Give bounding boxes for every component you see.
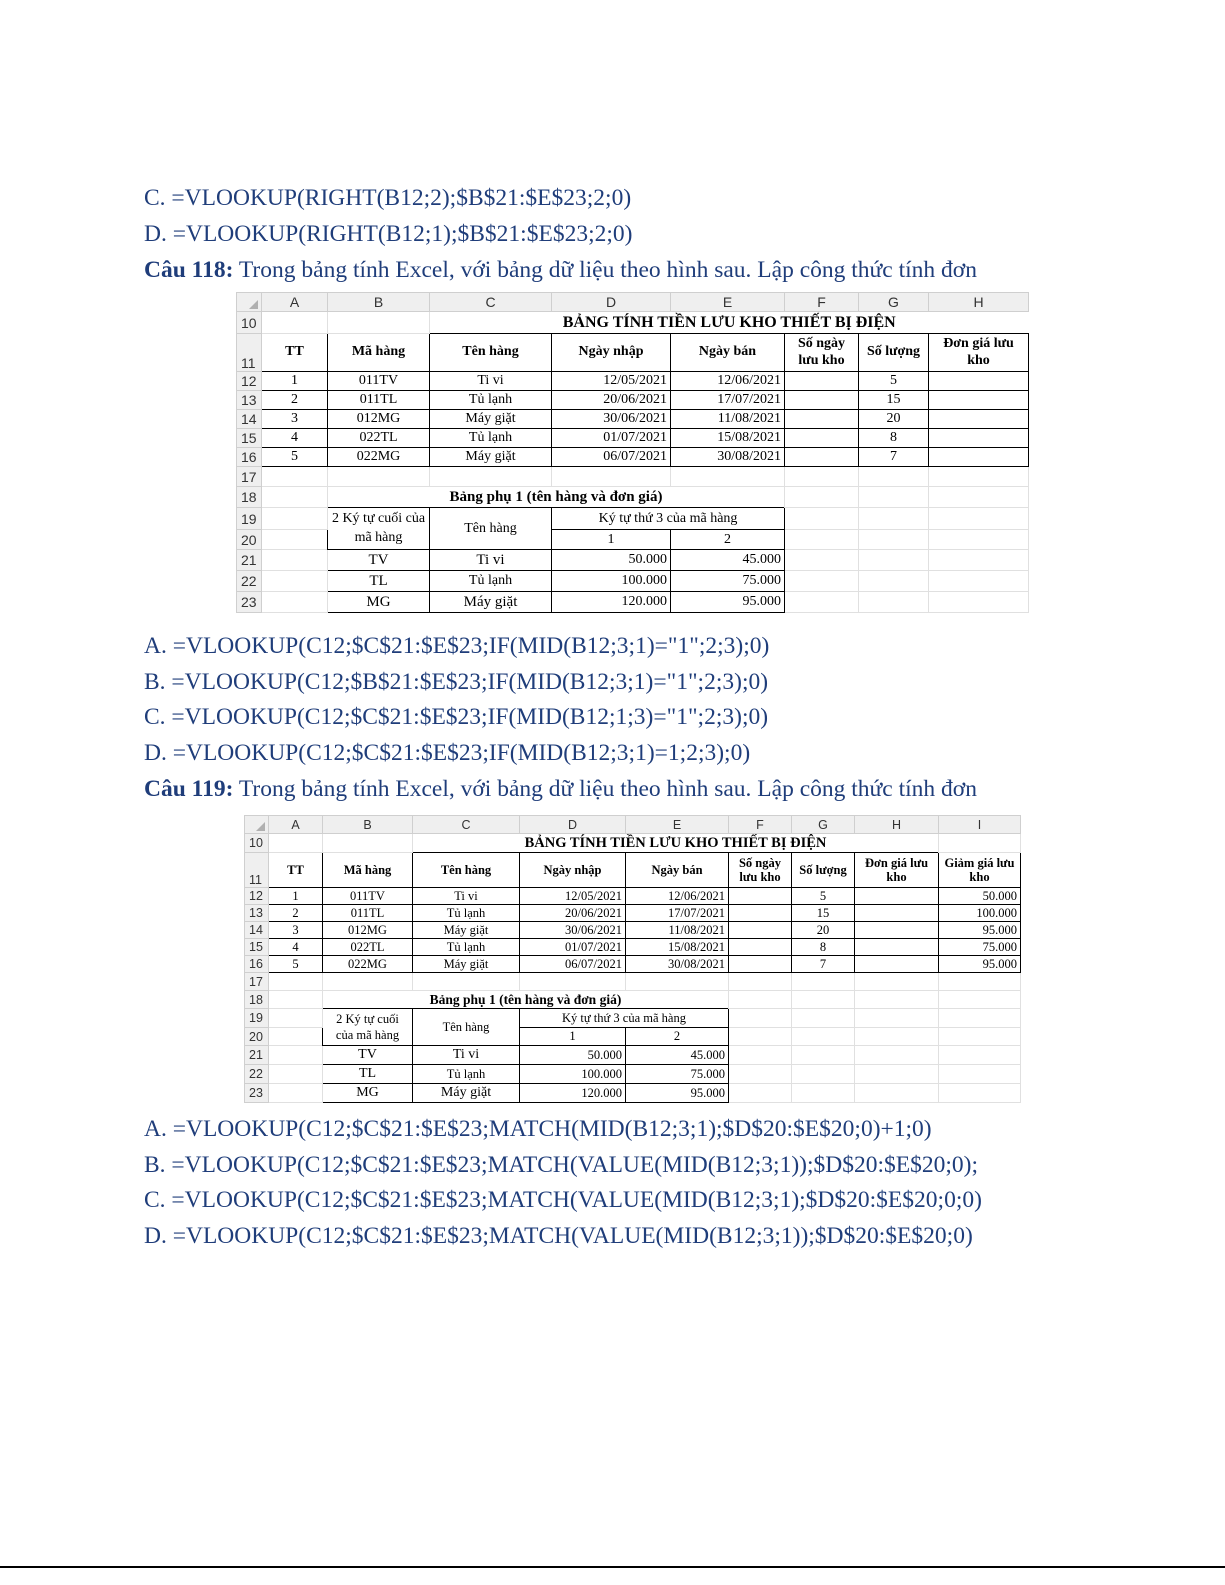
cell-ma[interactable]: 022MG bbox=[328, 448, 430, 467]
row-header[interactable]: 16 bbox=[237, 448, 262, 467]
cell-don-gia[interactable] bbox=[929, 372, 1029, 391]
cell-sl[interactable]: 20 bbox=[859, 410, 929, 429]
select-all-corner[interactable] bbox=[237, 293, 262, 312]
row-header[interactable]: 11 bbox=[237, 334, 262, 372]
aux-p1[interactable]: 50.000 bbox=[552, 550, 671, 571]
row-header[interactable]: 14 bbox=[237, 410, 262, 429]
header-ngay-nhap: Ngày nhập bbox=[552, 334, 671, 372]
row-header[interactable]: 13 bbox=[237, 391, 262, 410]
cell-ten[interactable]: Tủ lạnh bbox=[430, 391, 552, 410]
cell-ten[interactable]: Máy giặt bbox=[430, 410, 552, 429]
cell-ten[interactable]: Ti vi bbox=[413, 888, 520, 905]
row-header[interactable]: 22 bbox=[245, 1065, 269, 1084]
cell-giam-gia[interactable]: 50.000 bbox=[939, 888, 1021, 905]
header-tt: TT bbox=[269, 853, 323, 888]
cell-ban[interactable]: 12/06/2021 bbox=[626, 888, 729, 905]
cell-ban[interactable]: 12/06/2021 bbox=[671, 372, 785, 391]
option-c-prev: C. =VLOOKUP(RIGHT(B12;2);$B$21:$E$23;2;0) bbox=[144, 185, 632, 211]
cell-don-gia[interactable] bbox=[855, 922, 939, 939]
row-header[interactable]: 14 bbox=[245, 922, 269, 939]
aux-p2[interactable]: 95.000 bbox=[671, 592, 785, 613]
cell-sl[interactable]: 8 bbox=[792, 939, 855, 956]
aux-header-code: 2 Ký tự cuối của mã hàng bbox=[328, 508, 430, 550]
aux-header-name: Tên hàng bbox=[413, 1009, 520, 1046]
col-header[interactable]: A bbox=[262, 293, 328, 312]
row-header[interactable]: 19 bbox=[237, 508, 262, 530]
cell-giam-gia[interactable]: 75.000 bbox=[939, 939, 1021, 956]
cell-ban[interactable]: 30/08/2021 bbox=[626, 956, 729, 973]
cell-sl[interactable]: 15 bbox=[792, 905, 855, 922]
cell-ban[interactable]: 17/07/2021 bbox=[671, 391, 785, 410]
cell-don-gia[interactable] bbox=[855, 905, 939, 922]
cell-sl[interactable]: 5 bbox=[792, 888, 855, 905]
cell-ma[interactable]: 012MG bbox=[328, 410, 430, 429]
cell-nhap[interactable]: 06/07/2021 bbox=[552, 448, 671, 467]
aux-header-third-char: Ký tự thứ 3 của mã hàng bbox=[552, 508, 785, 530]
cell-giam-gia[interactable]: 95.000 bbox=[939, 956, 1021, 973]
question-119 bbox=[144, 775, 977, 803]
cell-ban[interactable]: 15/08/2021 bbox=[671, 429, 785, 448]
spreadsheet-q118 bbox=[236, 292, 1029, 613]
col-header[interactable]: D bbox=[520, 816, 626, 834]
cell-ten[interactable]: Tủ lạnh bbox=[430, 429, 552, 448]
cell-tt[interactable]: 2 bbox=[262, 391, 328, 410]
option-d-prev: D. =VLOOKUP(RIGHT(B12;1);$B$21:$E$23;2;0) bbox=[144, 221, 633, 247]
cell-so-ngay[interactable] bbox=[785, 391, 859, 410]
cell-tt[interactable]: 3 bbox=[262, 410, 328, 429]
cell-ma[interactable]: 011TV bbox=[328, 372, 430, 391]
aux-code[interactable]: TL bbox=[328, 571, 430, 592]
aux-p1[interactable]: 120.000 bbox=[552, 592, 671, 613]
cell-sl[interactable]: 7 bbox=[859, 448, 929, 467]
cell-nhap[interactable]: 06/07/2021 bbox=[520, 956, 626, 973]
q119-option-d: D. =VLOOKUP(C12;$C$21:$E$23;MATCH(VALUE(MID(B12;3;1));$D$20:$E$20;0) bbox=[144, 1223, 973, 1249]
cell-ten[interactable]: Tủ lạnh bbox=[413, 905, 520, 922]
cell-so-ngay[interactable] bbox=[785, 448, 859, 467]
cell-ban[interactable]: 15/08/2021 bbox=[626, 939, 729, 956]
cell-so-ngay[interactable] bbox=[785, 410, 859, 429]
q119-option-b: B. =VLOOKUP(C12;$C$21:$E$23;MATCH(VALUE(MID(B12;3;1));$D$20:$E$20;0); bbox=[144, 1152, 978, 1178]
cell-tt[interactable]: 1 bbox=[269, 888, 323, 905]
col-header[interactable]: A bbox=[269, 816, 323, 834]
select-all-corner[interactable] bbox=[245, 816, 269, 834]
cell-tt[interactable]: 4 bbox=[262, 429, 328, 448]
cell-giam-gia[interactable]: 100.000 bbox=[939, 905, 1021, 922]
col-header[interactable]: C bbox=[413, 816, 520, 834]
header-so-ngay: Số ngày lưu kho bbox=[729, 853, 792, 888]
col-header[interactable]: E bbox=[671, 293, 785, 312]
col-header[interactable]: G bbox=[859, 293, 929, 312]
aux-table-title: Bảng phụ 1 (tên hàng và đơn giá) bbox=[449, 488, 663, 505]
aux-p2[interactable]: 75.000 bbox=[626, 1065, 729, 1084]
col-header[interactable]: F bbox=[729, 816, 792, 834]
header-don-gia: Đơn giá lưu kho bbox=[855, 853, 939, 888]
header-ngay-ban: Ngày bán bbox=[671, 334, 785, 372]
cell-ma[interactable]: 022MG bbox=[323, 956, 413, 973]
cell-so-ngay[interactable] bbox=[729, 939, 792, 956]
aux-header-third-char: Ký tự thứ 3 của mã hàng bbox=[520, 1009, 729, 1028]
aux-p2[interactable]: 75.000 bbox=[671, 571, 785, 592]
cell-don-gia[interactable] bbox=[929, 448, 1029, 467]
row-header[interactable]: 21 bbox=[237, 550, 262, 571]
col-header[interactable]: G bbox=[792, 816, 855, 834]
cell-ban[interactable]: 11/08/2021 bbox=[626, 922, 729, 939]
row-header[interactable]: 21 bbox=[245, 1046, 269, 1065]
col-header[interactable]: H bbox=[929, 293, 1029, 312]
cell-nhap[interactable]: 20/06/2021 bbox=[520, 905, 626, 922]
header-don-gia: Đơn giá lưu kho bbox=[929, 334, 1029, 372]
aux-name[interactable]: Máy giặt bbox=[413, 1084, 520, 1103]
col-header[interactable]: H bbox=[855, 816, 939, 834]
aux-sub-1: 1 bbox=[552, 530, 671, 550]
aux-table-title: Bảng phụ 1 (tên hàng và đơn giá) bbox=[429, 991, 622, 1007]
row-header[interactable]: 15 bbox=[245, 939, 269, 956]
cell-sl[interactable]: 20 bbox=[792, 922, 855, 939]
row-header[interactable]: 17 bbox=[245, 973, 269, 991]
cell-ban[interactable]: 11/08/2021 bbox=[671, 410, 785, 429]
aux-p1[interactable]: 100.000 bbox=[520, 1065, 626, 1084]
aux-header-code: 2 Ký tự cuối của mã hàng bbox=[323, 1009, 413, 1046]
row-header[interactable]: 16 bbox=[245, 956, 269, 973]
header-so-luong: Số lượng bbox=[792, 853, 855, 888]
aux-code[interactable]: TV bbox=[328, 550, 430, 571]
aux-header-name: Tên hàng bbox=[430, 508, 552, 550]
header-so-luong: Số lượng bbox=[859, 334, 929, 372]
aux-code[interactable]: TL bbox=[323, 1065, 413, 1084]
row-header[interactable]: 15 bbox=[237, 429, 262, 448]
row-header[interactable]: 17 bbox=[237, 467, 262, 487]
aux-code[interactable]: TV bbox=[323, 1046, 413, 1065]
row-header[interactable]: 22 bbox=[237, 571, 262, 592]
row-header[interactable]: 12 bbox=[245, 888, 269, 905]
cell-ma[interactable]: 011TL bbox=[328, 391, 430, 410]
cell-sl[interactable]: 8 bbox=[859, 429, 929, 448]
aux-p1[interactable]: 50.000 bbox=[520, 1046, 626, 1065]
cell-so-ngay[interactable] bbox=[729, 956, 792, 973]
col-header[interactable]: C bbox=[430, 293, 552, 312]
col-header[interactable]: B bbox=[323, 816, 413, 834]
col-header[interactable]: D bbox=[552, 293, 671, 312]
aux-p2[interactable]: 95.000 bbox=[626, 1084, 729, 1103]
sheet-title: BẢNG TÍNH TIỀN LƯU KHO THIẾT BỊ ĐIỆN bbox=[524, 834, 827, 851]
cell-giam-gia[interactable]: 95.000 bbox=[939, 922, 1021, 939]
cell-nhap[interactable]: 12/05/2021 bbox=[552, 372, 671, 391]
row-header[interactable]: 23 bbox=[237, 592, 262, 613]
q118-option-c: C. =VLOOKUP(C12;$C$21:$E$23;IF(MID(B12;1;3)="1";2;3);0) bbox=[144, 704, 769, 730]
cell-so-ngay[interactable] bbox=[729, 888, 792, 905]
row-header[interactable]: 13 bbox=[245, 905, 269, 922]
aux-name[interactable]: Máy giặt bbox=[430, 592, 552, 613]
aux-sub-1: 1 bbox=[520, 1028, 626, 1046]
cell-ten[interactable]: Tủ lạnh bbox=[413, 939, 520, 956]
cell-tt[interactable]: 2 bbox=[269, 905, 323, 922]
cell-ma[interactable]: 011TL bbox=[323, 905, 413, 922]
cell-don-gia[interactable] bbox=[929, 391, 1029, 410]
cell-so-ngay[interactable] bbox=[785, 372, 859, 391]
cell-ten[interactable]: Máy giặt bbox=[413, 922, 520, 939]
aux-p1[interactable]: 120.000 bbox=[520, 1084, 626, 1103]
row-header[interactable]: 10 bbox=[245, 834, 269, 853]
cell-nhap[interactable]: 12/05/2021 bbox=[520, 888, 626, 905]
cell-tt[interactable]: 4 bbox=[269, 939, 323, 956]
question-118-label: Câu 118: bbox=[144, 257, 234, 283]
header-ten-hang: Tên hàng bbox=[413, 853, 520, 888]
col-header[interactable]: B bbox=[328, 293, 430, 312]
aux-sub-2: 2 bbox=[671, 530, 785, 550]
q119-option-c: C. =VLOOKUP(C12;$C$21:$E$23;MATCH(VALUE(MID(B12;3;1);$D$20:$E$20;0;0) bbox=[144, 1187, 982, 1213]
header-ma-hang: Mã hàng bbox=[328, 334, 430, 372]
header-ngay-ban: Ngày bán bbox=[626, 853, 729, 888]
cell-ten[interactable]: Máy giặt bbox=[430, 448, 552, 467]
cell-ten[interactable]: Máy giặt bbox=[413, 956, 520, 973]
aux-sub-2: 2 bbox=[626, 1028, 729, 1046]
question-119-label: Câu 119: bbox=[144, 776, 234, 802]
header-giam-gia: Giảm giá lưu kho bbox=[939, 853, 1021, 888]
aux-code[interactable]: MG bbox=[323, 1084, 413, 1103]
aux-name[interactable]: Ti vi bbox=[413, 1046, 520, 1065]
col-header[interactable]: F bbox=[785, 293, 859, 312]
cell-sl[interactable]: 7 bbox=[792, 956, 855, 973]
row-header[interactable]: 12 bbox=[237, 372, 262, 391]
cell-nhap[interactable]: 30/06/2021 bbox=[552, 410, 671, 429]
q118-option-d: D. =VLOOKUP(C12;$C$21:$E$23;IF(MID(B12;3;1)=1;2;3);0) bbox=[144, 740, 751, 766]
question-118-text: Trong bảng tính Excel, với bảng dữ liệu theo hình sau. Lập công thức tính đơn bbox=[233, 257, 977, 283]
q118-option-a: A. =VLOOKUP(C12;$C$21:$E$23;IF(MID(B12;3;1)="1";2;3);0) bbox=[144, 633, 770, 659]
page-bottom-rule bbox=[0, 1566, 1225, 1568]
cell-tt[interactable]: 5 bbox=[262, 448, 328, 467]
header-ten-hang: Tên hàng bbox=[430, 334, 552, 372]
cell-ma[interactable]: 022TL bbox=[328, 429, 430, 448]
question-119-text: Trong bảng tính Excel, với bảng dữ liệu theo hình sau. Lập công thức tính đơn bbox=[233, 776, 977, 802]
row-header[interactable]: 18 bbox=[245, 991, 269, 1009]
q119-option-a: A. =VLOOKUP(C12;$C$21:$E$23;MATCH(MID(B12;3;1);$D$20:$E$20;0)+1;0) bbox=[144, 1116, 932, 1142]
header-so-ngay: Số ngày lưu kho bbox=[785, 334, 859, 372]
q118-option-b: B. =VLOOKUP(C12;$B$21:$E$23;IF(MID(B12;3;1)="1";2;3);0) bbox=[144, 669, 769, 695]
header-ngay-nhap: Ngày nhập bbox=[520, 853, 626, 888]
row-header[interactable]: 20 bbox=[245, 1028, 269, 1046]
header-ma-hang: Mã hàng bbox=[323, 853, 413, 888]
sheet-title: BẢNG TÍNH TIỀN LƯU KHO THIẾT BỊ ĐIỆN bbox=[562, 313, 896, 331]
cell-ten[interactable]: Ti vi bbox=[430, 372, 552, 391]
cell-so-ngay[interactable] bbox=[785, 429, 859, 448]
aux-p2[interactable]: 45.000 bbox=[671, 550, 785, 571]
row-header[interactable]: 20 bbox=[237, 530, 262, 550]
cell-sl[interactable]: 15 bbox=[859, 391, 929, 410]
row-header[interactable]: 10 bbox=[237, 312, 262, 334]
cell-sl[interactable]: 5 bbox=[859, 372, 929, 391]
cell-ma[interactable]: 011TV bbox=[323, 888, 413, 905]
spreadsheet-q119 bbox=[244, 815, 1021, 1103]
row-header[interactable]: 19 bbox=[245, 1009, 269, 1028]
cell-ban[interactable]: 30/08/2021 bbox=[671, 448, 785, 467]
aux-name[interactable]: Tủ lạnh bbox=[413, 1065, 520, 1084]
cell-tt[interactable]: 3 bbox=[269, 922, 323, 939]
row-header[interactable]: 23 bbox=[245, 1084, 269, 1103]
cell-tt[interactable]: 1 bbox=[262, 372, 328, 391]
col-header[interactable]: I bbox=[939, 816, 1021, 834]
cell-don-gia[interactable] bbox=[929, 410, 1029, 429]
cell-don-gia[interactable] bbox=[855, 939, 939, 956]
cell-ma[interactable]: 012MG bbox=[323, 922, 413, 939]
cell-don-gia[interactable] bbox=[855, 888, 939, 905]
cell-ma[interactable]: 022TL bbox=[323, 939, 413, 956]
question-118 bbox=[144, 256, 977, 284]
header-tt: TT bbox=[262, 334, 328, 372]
aux-p2[interactable]: 45.000 bbox=[626, 1046, 729, 1065]
cell-nhap[interactable]: 01/07/2021 bbox=[552, 429, 671, 448]
cell-nhap[interactable]: 01/07/2021 bbox=[520, 939, 626, 956]
cell-so-ngay[interactable] bbox=[729, 905, 792, 922]
cell-nhap[interactable]: 30/06/2021 bbox=[520, 922, 626, 939]
aux-name[interactable]: Tủ lạnh bbox=[430, 571, 552, 592]
row-header[interactable]: 18 bbox=[237, 487, 262, 508]
cell-don-gia[interactable] bbox=[929, 429, 1029, 448]
cell-so-ngay[interactable] bbox=[729, 922, 792, 939]
cell-tt[interactable]: 5 bbox=[269, 956, 323, 973]
aux-name[interactable]: Ti vi bbox=[430, 550, 552, 571]
col-header[interactable]: E bbox=[626, 816, 729, 834]
row-header[interactable]: 11 bbox=[245, 853, 269, 888]
aux-code[interactable]: MG bbox=[328, 592, 430, 613]
cell-don-gia[interactable] bbox=[855, 956, 939, 973]
cell-nhap[interactable]: 20/06/2021 bbox=[552, 391, 671, 410]
aux-p1[interactable]: 100.000 bbox=[552, 571, 671, 592]
cell-ban[interactable]: 17/07/2021 bbox=[626, 905, 729, 922]
